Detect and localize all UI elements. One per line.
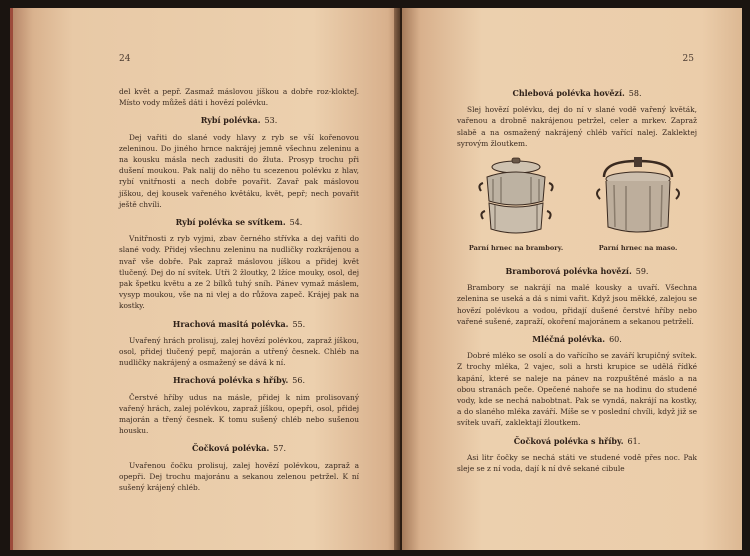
intro-paragraph: del květ a pepř. Zasmaž máslovou jíškou a dobře roz-klokteJ. Místo vody můžeš dáti i hovězí polévku. [119,87,359,108]
recipe-text: Slej hovězí polévku, dej do ní v slané vodě vařený květák, vařenou a drobně nakrájenou petržel, celer a mrkev. Zapraž slabě a na osmažený nakrájený chléb vařící nalej. Zaklektej syrovým žloutkem. [457,105,697,148]
recipe-title: Rybí polévka. 53. [200,115,278,126]
recipe-text: Uvařenou čočku prolisuj, zalej hovězí polévkou, zapraž a opepři. Dej trochu majoránu a sekanou zelenou petržel. K ní sušený krájený chléb. [119,460,359,493]
left-page-content [119,86,359,493]
recipe-text: Vnitřnosti z ryb vyjmi, zbav černého střívka a dej vařiti do slané vody. Přidej všechnu zeleninu na nudličky rozkrájenou a nvař vše dobře. Pak zapraž máslovou jíškou a přidej květ tlučený. Dej do ní svítek. Utři 2 žloutky, 2 lžíce mouky, osol, dej pak špetku květu a ze 2 bílků tuhý sníh. Pánev vymaž máslem, vysyp moukou, vše na ni vlej a do růžova zapeč. Krájej pak na kostky. [119,234,359,311]
illustrations [457,155,697,259]
recipe-title: Čočková polévka. 57. [191,443,287,454]
right-page [402,8,742,550]
recipe-text: Dej vařiti do slané vody hlavy z ryb se vší kořenovou zeleninou. Do jiného hrnce nakrájej jemně všechnu zeleninu a na kousku másla nech zadusiti do žluta. Prosyp trochu při dušení moukou. Pak nalij do něho tu scezenou polévku z hlav, rybí vnitřnosti a nech dobře povařit. Zavař pak máslovou jíškou, dej kousek vařeného květáku, květ, pepř; nech povařit ještě chvíli. [119,132,359,209]
recipe-text: Uvařený hrách prolisuj, zalej hovězí polévkou, zapraž jíškou, osol, přidej tlučený pepř, majorán a utřený česnek. Chléb na nudličky nakrájený a osmažený se dává k ní. [119,335,359,368]
recipe-title: Chlebová polévka hovězí. 58. [512,88,642,98]
recipe-title: Hrachová polévka s hříby. 56. [172,375,306,386]
page-number: 24 [119,54,131,64]
recipe-title: Bramborová polévka hovězí. 59. [505,266,649,277]
figure-meat-steamer [579,155,697,259]
page-number: 25 [682,54,694,64]
pressure-pot-illustration [590,155,686,241]
open-book [10,8,742,550]
recipe-title: Čočková polévka s hříby. 61. [513,435,641,446]
recipe-title: Rybí polévka se svítkem. 54. [175,217,303,228]
figure-caption: Parní hrnec na maso. [598,244,678,253]
figure-caption: Parní hrnec na brambory. [468,244,564,253]
right-page-content [457,88,697,474]
recipe-text: Asi litr čočky se nechá státi ve studené vodě přes noc. Pak sleje se z ní voda, dají k ní dvě sekané cibule [457,452,697,474]
recipe-text: Dobré mléko se osolí a do vařícího se zaváří krupičný svítek. Z trochy mléka, 2 vajec, soli a hrsti krupice se udělá řídké kapání, které se naleje na pánev na rozpuštěné máslo a na obou stranách peče. Opečené nahoře se na hodinu do studené vody, kde se nechá nabobtnat. Pak se vyndá, nakrájí na kostky, a do slaného mléka zaváří. Míše se v poslední chvíli, když již se svítek uvaří, zaklektají žloutkem. [457,351,697,428]
left-page [10,8,400,550]
steamer-pot-illustration [471,155,561,241]
figure-potato-steamer [457,155,575,259]
recipe-text: Brambory se nakrájí na malé kousky a uvaří. Všechna zelenina se useká a dá s nimi vařit. Když jsou měkké, zalejou se hovězí polévkou a vodou, přidají dušené čerstvé hříby nebo vařené sušené, zapraží, okoření majoránem a sekanou petrželí. [457,283,697,326]
recipe-title: Mléčná polévka. 60. [532,334,622,345]
recipe-title: Hrachová masitá polévka. 55. [172,318,306,329]
recipe-text: Čerstvé hříby udus na másle, přidej k nim prolisovaný vařený hrách, zalej polévkou, zapraž jíškou, opepři, osol, přidej majorán a třený česnek. K tomu sušený chléb nebo sušenou housku. [119,392,359,436]
